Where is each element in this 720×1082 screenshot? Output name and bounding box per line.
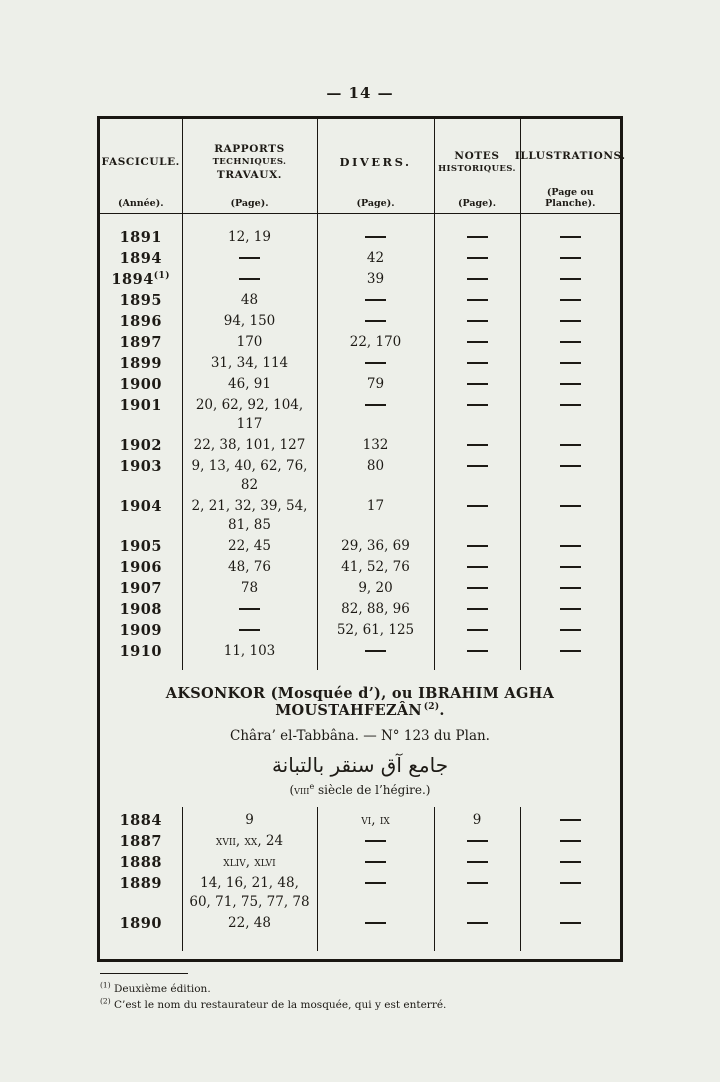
rapports-cell: 22, 48 bbox=[182, 913, 317, 951]
dash-mark bbox=[560, 587, 581, 589]
dash-mark bbox=[560, 819, 581, 821]
illustrations-cell bbox=[520, 311, 620, 332]
dash-mark bbox=[467, 362, 488, 364]
rapports-cell bbox=[182, 248, 317, 269]
mosque-era bbox=[106, 783, 614, 797]
mosque-era-rest: siècle de l’hégire.) bbox=[314, 783, 431, 797]
fascicule-sub: (Année). bbox=[117, 198, 164, 209]
notes-cell bbox=[434, 353, 520, 374]
year-cell: 1894$^{(1)}$ bbox=[100, 269, 182, 290]
dash-mark bbox=[239, 278, 260, 280]
dash-mark bbox=[467, 320, 488, 322]
year-cell: 1902 bbox=[100, 435, 182, 456]
dash-mark bbox=[560, 257, 581, 259]
dash-mark bbox=[467, 278, 488, 280]
dash-mark bbox=[365, 650, 386, 652]
dash-mark bbox=[365, 922, 386, 924]
divers-cell: 42 bbox=[317, 248, 434, 269]
notes-cell bbox=[434, 536, 520, 557]
notes-cell bbox=[434, 456, 520, 496]
dash-mark bbox=[560, 404, 581, 406]
rapports-cell bbox=[182, 620, 317, 641]
table-row bbox=[100, 269, 620, 290]
col-header-fascicule bbox=[100, 119, 182, 214]
notes-cell bbox=[434, 269, 520, 290]
notes-cell bbox=[434, 374, 520, 395]
dash-mark bbox=[560, 236, 581, 238]
year-cell: 1907 bbox=[100, 578, 182, 599]
year-cell: 1903 bbox=[100, 456, 182, 496]
divers-cell bbox=[317, 873, 434, 913]
footnote-1-text: Deuxième édition. bbox=[113, 983, 211, 995]
rapports-cell: 14, 16, 21, 48, 60, 71, 75, 77, 78 bbox=[182, 873, 317, 913]
year-cell: 1889 bbox=[100, 873, 182, 913]
divers-cell bbox=[317, 852, 434, 873]
mosque-name-arabic: جامع آق سنقر بالتبانة bbox=[271, 753, 449, 777]
rapports-cell: 9 bbox=[182, 807, 317, 831]
rapports-cell: 9, 13, 40, 62, 76, 82 bbox=[182, 456, 317, 496]
dash-mark bbox=[467, 882, 488, 884]
dash-mark bbox=[365, 840, 386, 842]
rapports-cell: 20, 62, 92, 104, 117 bbox=[182, 395, 317, 435]
rapports-cell: 94, 150 bbox=[182, 311, 317, 332]
divers-cell bbox=[317, 214, 434, 249]
dash-mark bbox=[560, 444, 581, 446]
illustrations-cell bbox=[520, 831, 620, 852]
notes-cell bbox=[434, 435, 520, 456]
notes-cell bbox=[434, 311, 520, 332]
mosque-era-sup: e bbox=[309, 782, 315, 791]
illustrations-cell bbox=[520, 620, 620, 641]
year-cell: 1884 bbox=[100, 807, 182, 831]
rapports-cell: 78 bbox=[182, 578, 317, 599]
notes-cell bbox=[434, 496, 520, 536]
table-row bbox=[100, 831, 620, 852]
footnote-rule bbox=[100, 973, 188, 974]
notes-cell bbox=[434, 620, 520, 641]
illustrations-cell bbox=[520, 456, 620, 496]
dash-mark bbox=[560, 840, 581, 842]
notes-cell bbox=[434, 831, 520, 852]
dash-mark bbox=[560, 362, 581, 364]
fascicule-title: FASCICULE. bbox=[101, 155, 180, 168]
dash-mark bbox=[365, 362, 386, 364]
notes-sub: (Page). bbox=[457, 198, 497, 209]
footnote-2-text: C’est le nom du restaurateur de la mosquée, qui y est enterré. bbox=[113, 999, 447, 1011]
year-cell: 1905 bbox=[100, 536, 182, 557]
year-cell: 1890 bbox=[100, 913, 182, 951]
year-cell: 1897 bbox=[100, 332, 182, 353]
dash-mark bbox=[560, 922, 581, 924]
mosque-era-roman: (viii bbox=[289, 783, 310, 797]
table-row bbox=[100, 852, 620, 873]
dash-mark bbox=[239, 257, 260, 259]
rapports-cell: 48 bbox=[182, 290, 317, 311]
rapports-title-line3: TRAVAUX. bbox=[216, 168, 283, 181]
dash-mark bbox=[560, 505, 581, 507]
illustrations-cell bbox=[520, 248, 620, 269]
dash-mark bbox=[560, 882, 581, 884]
dash-mark bbox=[560, 299, 581, 301]
table-row bbox=[100, 395, 620, 435]
footnote-2-marker: (2) bbox=[100, 996, 111, 1006]
notes-cell bbox=[434, 599, 520, 620]
dash-mark bbox=[467, 587, 488, 589]
divers-sub: (Page). bbox=[356, 198, 395, 209]
table-row bbox=[100, 214, 620, 249]
notes-cell bbox=[434, 641, 520, 670]
table-frame bbox=[97, 116, 626, 962]
rapports-cell: 22, 45 bbox=[182, 536, 317, 557]
year-footnote-ref: (1) bbox=[153, 271, 171, 282]
dash-mark bbox=[560, 861, 581, 863]
col-header-illustrations bbox=[514, 119, 626, 214]
illustrations-cell bbox=[520, 807, 620, 831]
col-header-rapports bbox=[182, 119, 317, 214]
mosque-title bbox=[106, 685, 614, 719]
footnote-1 bbox=[100, 981, 720, 997]
divers-cell: 80 bbox=[317, 456, 434, 496]
divers-cell: 82, 88, 96 bbox=[317, 599, 434, 620]
notes-cell bbox=[434, 214, 520, 249]
year-cell: 1900 bbox=[100, 374, 182, 395]
dash-mark bbox=[239, 608, 260, 610]
dash-mark bbox=[467, 861, 488, 863]
notes-cell bbox=[434, 557, 520, 578]
illustrations-cell bbox=[520, 852, 620, 873]
footnotes bbox=[100, 973, 720, 1013]
notes-title-line2: HISTORIQUES. bbox=[438, 163, 516, 174]
year-cell: 1906 bbox=[100, 557, 182, 578]
dash-mark bbox=[467, 341, 488, 343]
dash-mark bbox=[365, 236, 386, 238]
divers-cell: 29, 36, 69 bbox=[317, 536, 434, 557]
illustrations-cell bbox=[520, 395, 620, 435]
rapports-cell bbox=[182, 269, 317, 290]
rapports-cell: 31, 34, 114 bbox=[182, 353, 317, 374]
table-row bbox=[100, 456, 620, 496]
notes-cell bbox=[434, 578, 520, 599]
dash-mark bbox=[467, 404, 488, 406]
year-cell: 1891 bbox=[100, 214, 182, 249]
notes-cell bbox=[434, 873, 520, 913]
dash-mark bbox=[467, 383, 488, 385]
divers-cell bbox=[317, 395, 434, 435]
illustrations-cell bbox=[520, 913, 620, 951]
table-header bbox=[100, 119, 626, 214]
divers-cell: vi, ix bbox=[317, 807, 434, 831]
dash-mark bbox=[467, 922, 488, 924]
divers-cell: 41, 52, 76 bbox=[317, 557, 434, 578]
divers-cell: 22, 170 bbox=[317, 332, 434, 353]
year-cell: 1908 bbox=[100, 599, 182, 620]
table-row bbox=[100, 641, 620, 670]
illustrations-sub: (Page ou Planche). bbox=[545, 187, 596, 209]
page-number: — 14 — bbox=[326, 84, 394, 102]
illustrations-cell bbox=[520, 374, 620, 395]
divers-cell: 79 bbox=[317, 374, 434, 395]
mosque-title-period: . bbox=[439, 702, 445, 719]
divers-cell bbox=[317, 913, 434, 951]
lower-rows bbox=[100, 807, 620, 951]
rapports-title-line2: TECHNIQUES. bbox=[212, 156, 287, 167]
dash-mark bbox=[560, 383, 581, 385]
table-row bbox=[100, 311, 620, 332]
dash-mark bbox=[560, 465, 581, 467]
table-row bbox=[100, 913, 620, 951]
divers-cell bbox=[317, 311, 434, 332]
year-cell: 1904 bbox=[100, 496, 182, 536]
illustrations-cell bbox=[520, 435, 620, 456]
rapports-cell: 46, 91 bbox=[182, 374, 317, 395]
divers-cell bbox=[317, 831, 434, 852]
table-row bbox=[100, 620, 620, 641]
col-header-notes bbox=[434, 119, 520, 214]
catalog-table-lower bbox=[100, 807, 620, 951]
table-row bbox=[100, 374, 620, 395]
notes-cell bbox=[434, 332, 520, 353]
divers-cell: 132 bbox=[317, 435, 434, 456]
illustrations-cell bbox=[520, 578, 620, 599]
year-cell: 1895 bbox=[100, 290, 182, 311]
notes-cell bbox=[434, 913, 520, 951]
illustrations-cell bbox=[520, 496, 620, 536]
illustrations-cell bbox=[520, 332, 620, 353]
header-row bbox=[100, 119, 620, 214]
illustrations-cell bbox=[520, 599, 620, 620]
mosque-location: Châra’ el-Tabbâna. — N° 123 du Plan. bbox=[230, 728, 490, 744]
dash-mark bbox=[239, 629, 260, 631]
table-row bbox=[100, 332, 620, 353]
dash-mark bbox=[560, 608, 581, 610]
notes-cell bbox=[434, 852, 520, 873]
year-cell: 1899 bbox=[100, 353, 182, 374]
notes-cell: 9 bbox=[434, 807, 520, 831]
table-row bbox=[100, 248, 620, 269]
dash-mark bbox=[467, 840, 488, 842]
table-row bbox=[100, 557, 620, 578]
divers-cell: 9, 20 bbox=[317, 578, 434, 599]
year-cell: 1887 bbox=[100, 831, 182, 852]
dash-mark bbox=[560, 320, 581, 322]
notes-title-line1: NOTES bbox=[454, 149, 500, 162]
rapports-cell: 2, 21, 32, 39, 54, 81, 85 bbox=[182, 496, 317, 536]
year-cell: 1910 bbox=[100, 641, 182, 670]
table-row bbox=[100, 353, 620, 374]
year-cell: 1909 bbox=[100, 620, 182, 641]
dash-mark bbox=[560, 566, 581, 568]
rapports-cell bbox=[182, 599, 317, 620]
table-row bbox=[100, 435, 620, 456]
rapports-cell: xliv, xlvi bbox=[182, 852, 317, 873]
dash-mark bbox=[467, 629, 488, 631]
dash-mark bbox=[560, 545, 581, 547]
divers-cell: 39 bbox=[317, 269, 434, 290]
dash-mark bbox=[467, 465, 488, 467]
rapports-cell: 22, 38, 101, 127 bbox=[182, 435, 317, 456]
mosque-title-main: AKSONKOR (Mosquée d’), ou IBRAHIM AGHA MOUSTAHFEZÂN bbox=[165, 685, 555, 719]
table-row bbox=[100, 290, 620, 311]
table-row bbox=[100, 599, 620, 620]
divers-cell bbox=[317, 641, 434, 670]
upper-rows bbox=[100, 214, 620, 671]
rapports-sub: (Page). bbox=[230, 198, 269, 209]
dash-mark bbox=[467, 608, 488, 610]
dash-mark bbox=[467, 299, 488, 301]
dash-mark bbox=[365, 861, 386, 863]
notes-cell bbox=[434, 290, 520, 311]
notes-cell bbox=[434, 395, 520, 435]
rapports-title-line1: RAPPORTS bbox=[214, 142, 285, 155]
divers-cell bbox=[317, 353, 434, 374]
rapports-cell: xvii, xx, 24 bbox=[182, 831, 317, 852]
year-cell: 1888 bbox=[100, 852, 182, 873]
illustrations-title: ILLUSTRATIONS. bbox=[514, 150, 626, 162]
year-cell: 1901 bbox=[100, 395, 182, 435]
year-cell: 1894 bbox=[100, 248, 182, 269]
dash-mark bbox=[467, 444, 488, 446]
dash-mark bbox=[365, 882, 386, 884]
rapports-cell: 48, 76 bbox=[182, 557, 317, 578]
dash-mark bbox=[560, 629, 581, 631]
table-row bbox=[100, 578, 620, 599]
dash-mark bbox=[467, 236, 488, 238]
dash-mark bbox=[467, 257, 488, 259]
illustrations-cell bbox=[520, 641, 620, 670]
illustrations-cell bbox=[520, 214, 620, 249]
divers-cell: 52, 61, 125 bbox=[317, 620, 434, 641]
illustrations-cell bbox=[520, 536, 620, 557]
illustrations-cell bbox=[520, 269, 620, 290]
table-row bbox=[100, 807, 620, 831]
notes-cell bbox=[434, 248, 520, 269]
dash-mark bbox=[467, 505, 488, 507]
illustrations-cell bbox=[520, 353, 620, 374]
footnote-2 bbox=[100, 997, 720, 1013]
dash-mark bbox=[467, 545, 488, 547]
dash-mark bbox=[365, 299, 386, 301]
footnote-1-marker: (1) bbox=[100, 980, 111, 990]
illustrations-cell bbox=[520, 290, 620, 311]
dash-mark bbox=[467, 650, 488, 652]
rapports-cell: 11, 103 bbox=[182, 641, 317, 670]
illustrations-cell bbox=[520, 557, 620, 578]
divers-cell: 17 bbox=[317, 496, 434, 536]
year-cell: 1896 bbox=[100, 311, 182, 332]
dash-mark bbox=[467, 566, 488, 568]
col-header-divers bbox=[317, 119, 434, 214]
table-row bbox=[100, 873, 620, 913]
divers-title: DIVERS. bbox=[339, 154, 412, 169]
divers-cell bbox=[317, 290, 434, 311]
dash-mark bbox=[365, 320, 386, 322]
dash-mark bbox=[365, 404, 386, 406]
rapports-cell: 170 bbox=[182, 332, 317, 353]
rapports-cell: 12, 19 bbox=[182, 214, 317, 249]
illustrations-cell bbox=[520, 873, 620, 913]
mosque-heading bbox=[106, 685, 614, 797]
catalog-table-upper bbox=[100, 119, 626, 670]
dash-mark bbox=[560, 650, 581, 652]
dash-mark bbox=[560, 341, 581, 343]
table-row bbox=[100, 496, 620, 536]
dash-mark bbox=[560, 278, 581, 280]
mosque-title-footnote-ref: (2) bbox=[423, 702, 440, 713]
table-row bbox=[100, 536, 620, 557]
